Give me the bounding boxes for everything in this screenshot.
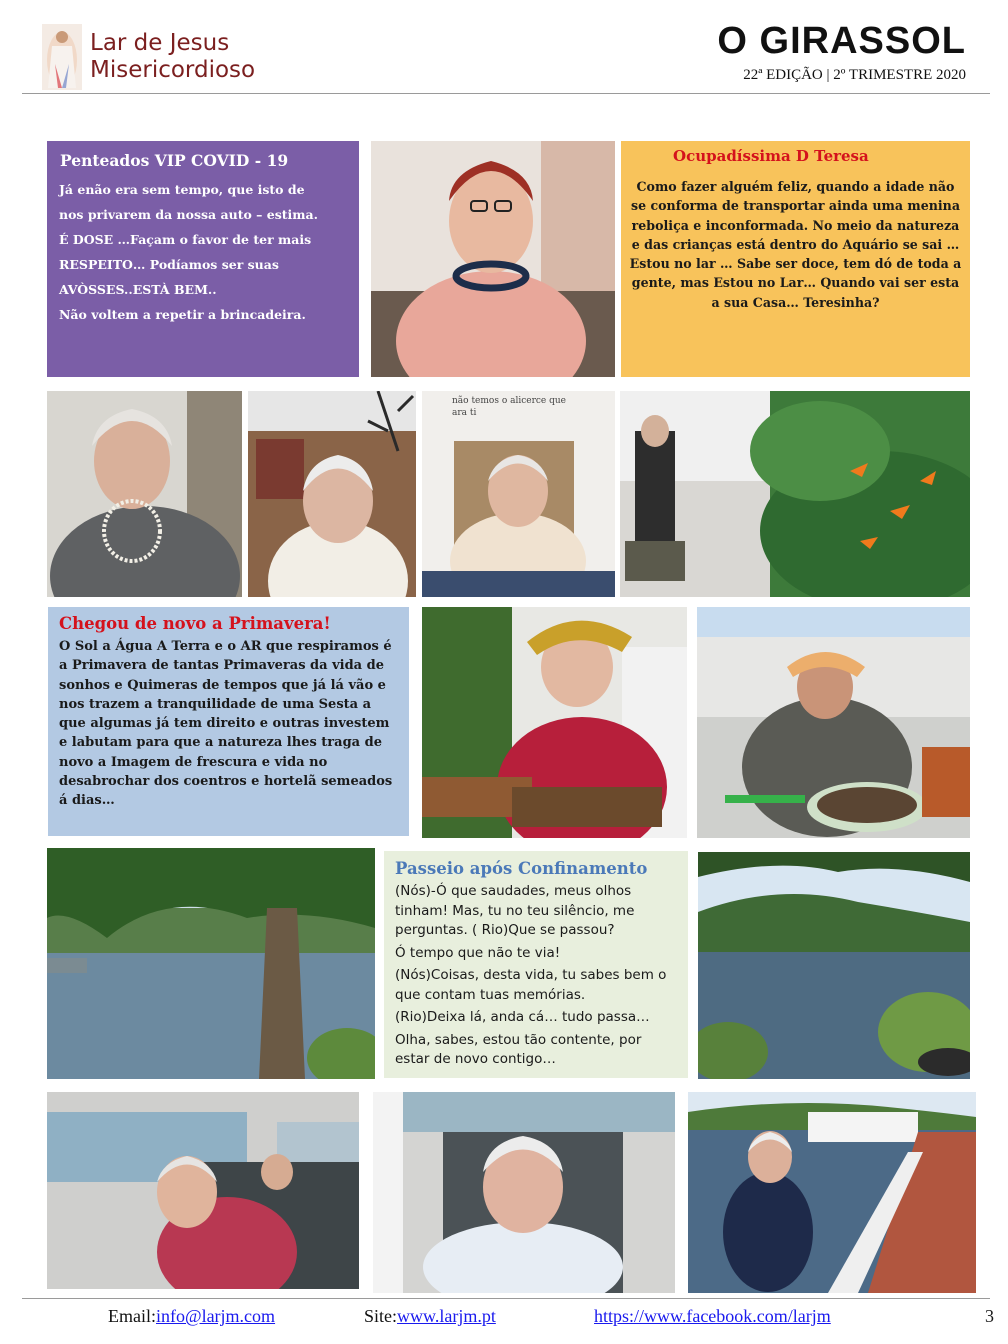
wall-text-1: não temos o alicerce que xyxy=(452,396,566,406)
logo-line-2: Misericordioso xyxy=(90,57,256,83)
edition-info: 22ª EDIÇÃO | 2º TRIMESTRE 2020 xyxy=(743,67,966,83)
photo-woman-planting-hat xyxy=(422,607,687,838)
photo-woman-pearls xyxy=(47,391,242,597)
header-divider xyxy=(22,93,990,94)
photo-woman-potting-soil xyxy=(697,607,970,838)
photo-woman-red-hair xyxy=(371,141,615,377)
magazine-title: O GIRASSOL xyxy=(717,20,966,62)
site-link[interactable]: www.larjm.pt xyxy=(397,1306,496,1326)
box-line: Não voltem a repetir a brincadeira. xyxy=(59,307,306,322)
box-penteados-vip xyxy=(47,141,359,377)
box-line: RESPEITO… Podíamos ser suas xyxy=(59,257,279,272)
box-line: É DOSE …Façam o favor de ter mais xyxy=(59,232,312,247)
box-title: Chegou de novo a Primavera! xyxy=(59,614,331,633)
photo-river-tree xyxy=(47,848,375,1079)
box-paragraph: (Nós)Coisas, desta vida, tu sabes bem o que contam tuas memórias. xyxy=(395,967,667,1003)
box-title: Penteados VIP COVID - 19 xyxy=(60,151,289,170)
email-label: Email: xyxy=(108,1306,156,1326)
photo-woman-chair xyxy=(422,391,615,597)
page-number: 3 xyxy=(985,1306,994,1326)
facebook-link[interactable]: https://www.facebook.com/larjm xyxy=(594,1306,831,1326)
footer-divider xyxy=(22,1298,990,1299)
logo xyxy=(42,24,312,90)
photo-woman-armchair xyxy=(248,391,416,597)
box-paragraph: Ó tempo que não te via! xyxy=(395,944,561,961)
photo-woman-car-seat xyxy=(373,1092,675,1293)
box-passeio-confinamento xyxy=(384,851,688,1078)
photo-van-women xyxy=(47,1092,359,1289)
footer xyxy=(0,1306,1008,1330)
box-line: AVÒSSES..ESTÀ BEM.. xyxy=(59,282,217,297)
box-line: Já enão era sem tempo, que isto de xyxy=(59,182,305,197)
wall-text-2: ara ti xyxy=(452,408,477,418)
box-text: Como fazer alguém feliz, quando a idade não se conforma de transportar ainda uma menina reboliça e inconformada. No meio da natureza e das crianças está dentro do Aquário se sai … Estou no lar … Sabe ser doce, tem dó de toda a gente, mas Estou no Lar… Quando vai ser esta a sua Casa… Teresinha? xyxy=(629,179,962,310)
photo-river-view xyxy=(698,852,970,1079)
box-text: O Sol a Água A Terra e o AR que respiramos é a Primavera de tantas Primaveras da vida de sonhos e Quimeras de tempos que já lá vão e nos trazem a tranquilidade de uma Sesta a que algumas já tem direito e outras investem e labutam para que a natureza lhes traga de novo a Imagem de frescura e vida no desabrochar dos coentros e hortelã semeados á dias… xyxy=(59,639,393,809)
site-label: Site: xyxy=(364,1306,398,1326)
box-chegou-primavera xyxy=(48,607,409,836)
box-line: nos privarem da nossa auto – estima. xyxy=(59,207,318,222)
photo-woman-garden-flowers xyxy=(620,391,970,597)
box-paragraph: Olha, sabes, estou tão contente, por estar de novo contigo… xyxy=(395,1031,642,1067)
box-title: Ocupadíssima D Teresa xyxy=(673,147,869,165)
photo-woman-riverside xyxy=(688,1092,976,1293)
box-ocupadissima-teresa xyxy=(621,141,970,377)
box-paragraph: (Nós)-Ó que saudades, meus olhos tinham! Mas, tu no teu silêncio, me perguntas. ( Rio)Que se passou? xyxy=(395,883,635,938)
jesus-figure-icon xyxy=(42,24,82,90)
email-link[interactable]: info@larjm.com xyxy=(156,1306,276,1326)
box-title: Passeio após Confinamento xyxy=(395,859,648,878)
box-paragraph: (Rio)Deixa lá, anda cá… tudo passa… xyxy=(395,1009,650,1025)
logo-line-1: Lar de Jesus xyxy=(90,30,230,56)
